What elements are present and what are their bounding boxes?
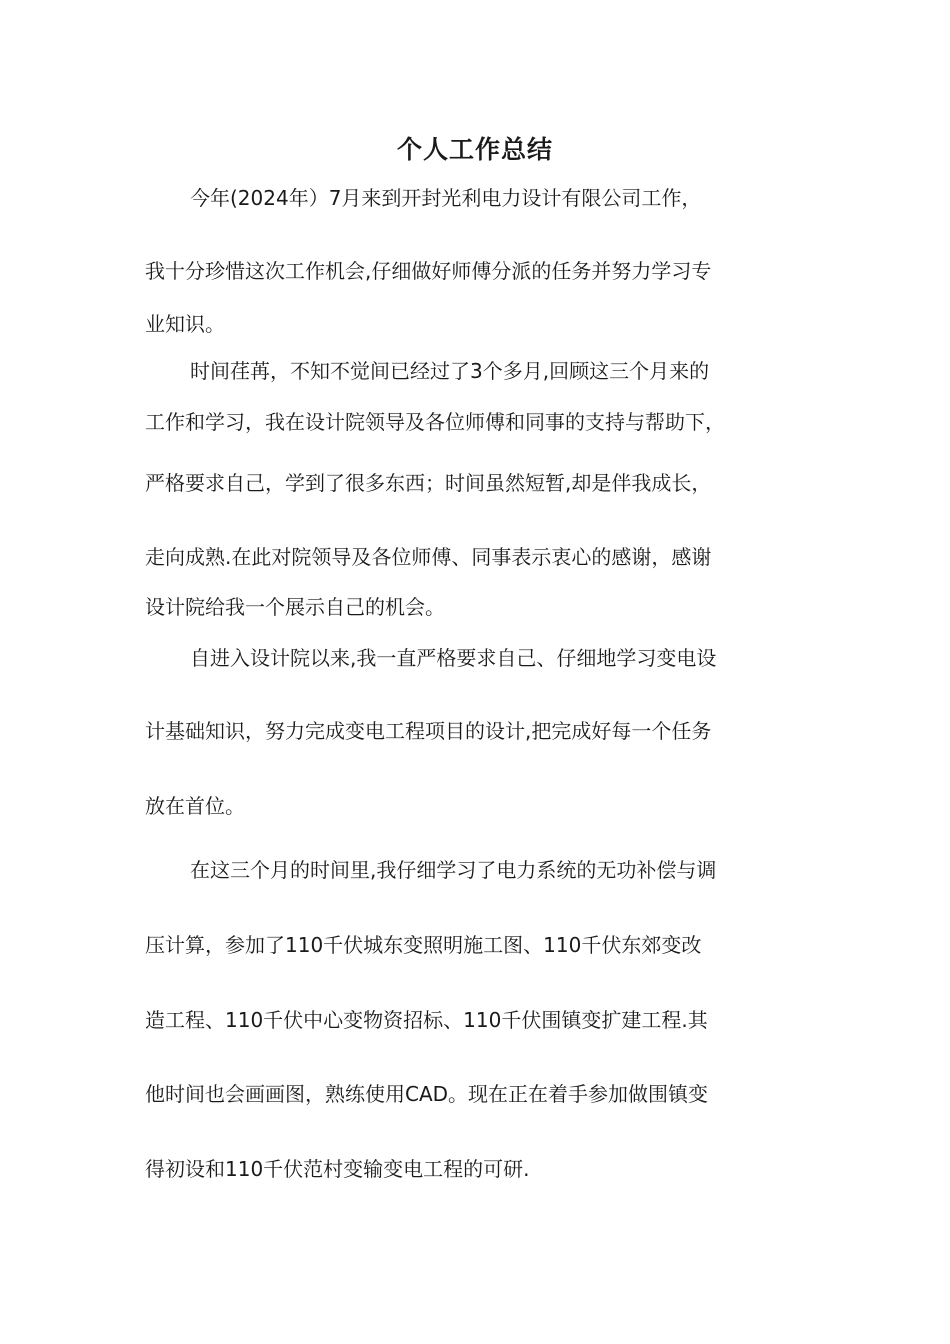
paragraph-line: 他时间也会画画图，熟练使用CAD。现在正在着手参加做围镇变 [145,1082,709,1106]
paragraph-line: 我十分珍惜这次工作机会,仔细做好师傅分派的任务并努力学习专 [145,259,712,283]
paragraph-line: 自进入设计院以来,我一直严格要求自己、仔细地学习变电设 [190,646,717,670]
paragraph-line: 压计算，参加了110千伏城东变照明施工图、110千伏东郊变改 [145,933,702,957]
paragraph-line: 放在首位。 [145,794,245,818]
paragraph-line: 得初设和110千伏范村变输变电工程的可研. [145,1157,530,1181]
paragraph-line: 业知识。 [145,312,225,336]
paragraph-line: 今年(2024年）7月来到开封光利电力设计有限公司工作， [190,186,702,210]
paragraph-line: 走向成熟.在此对院领导及各位师傅、同事表示衷心的感谢，感谢 [145,545,712,569]
paragraph-line: 在这三个月的时间里,我仔细学习了电力系统的无功补偿与调 [190,858,717,882]
paragraph-line: 时间荏苒，不知不觉间已经过了3个多月,回顾这三个月来的 [190,359,710,383]
paragraph-line: 设计院给我一个展示自己的机会。 [145,595,445,619]
paragraph-line: 工作和学习，我在设计院领导及各位师傅和同事的支持与帮助下， [145,410,725,434]
paragraph-line: 严格要求自己，学到了很多东西；时间虽然短暂,却是伴我成长， [145,471,712,495]
paragraph-line: 计基础知识，努力完成变电工程项目的设计,把完成好每一个任务 [145,719,712,743]
paragraph-line: 造工程、110千伏中心变物资招标、110千伏围镇变扩建工程.其 [145,1008,708,1032]
document-title: 个人工作总结 [396,135,553,164]
